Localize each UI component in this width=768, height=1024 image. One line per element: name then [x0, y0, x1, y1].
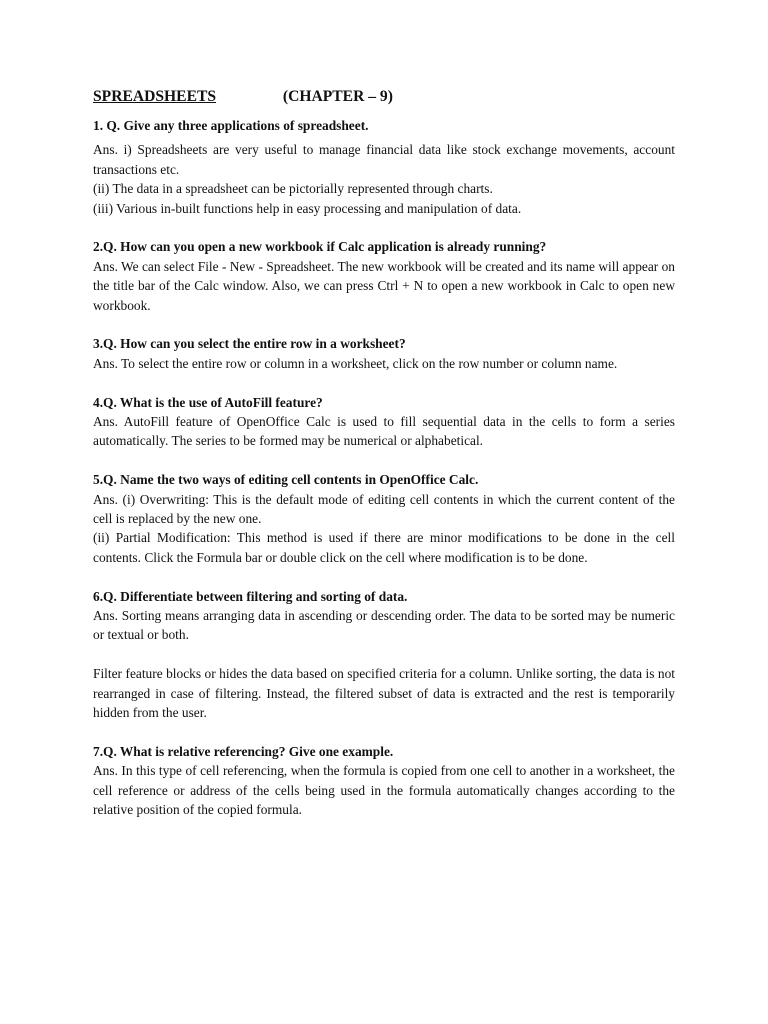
answer-paragraph: Ans. In this type of cell referencing, when the formula is copied from one cell to another in a worksheet, the cell reference or address of the cells being used in the formula automatically changes according to the relative position of the copied formula. [93, 763, 675, 818]
answer-paragraph: Filter feature blocks or hides the data based on specified criteria for a column. Unlike sorting, the data is not rearranged in case of filtering. Instead, the filtered subset of data is extracted and the rest is temporarily hidden from the user. [93, 666, 675, 721]
question-text: 4.Q. What is the use of AutoFill feature? [93, 394, 323, 410]
question-text: 5.Q. Name the two ways of editing cell contents in OpenOffice Calc. [93, 472, 479, 488]
answer-paragraph: Ans. i) Spreadsheets are very useful to manage financial data like stock exchange movements, account transactions etc. [93, 142, 675, 177]
question-text: 7.Q. What is relative referencing? Give one example. [93, 743, 394, 759]
chapter-label: (CHAPTER – 9) [282, 88, 393, 105]
answer-paragraph: (iii) Various in-built functions help in easy processing and manipulation of data. [93, 200, 522, 216]
document-title: SPREADSHEETS [93, 88, 217, 105]
qa-item-5 [93, 470, 675, 567]
document-heading [93, 84, 675, 110]
qa-item-2 [93, 237, 675, 315]
document-page [93, 84, 675, 839]
question-text: 1. Q. Give any three applications of spreadsheet. [93, 118, 369, 133]
answer-paragraph: (ii) The data in a spreadsheet can be pictorially represented through charts. [93, 181, 493, 197]
qa-item-7 [93, 742, 675, 820]
question-text: 6.Q. Differentiate between filtering and sorting of data. [93, 588, 408, 604]
question-text: 2.Q. How can you open a new workbook if Calc application is already running? [93, 239, 547, 255]
qa-item-4 [93, 393, 675, 451]
question-text: 3.Q. How can you select the entire row in a worksheet? [93, 336, 406, 352]
qa-item-1 [93, 116, 675, 218]
answer-paragraph: Ans. (i) Overwriting: This is the default mode of editing cell contents in which the current content of the cell is replaced by the new one. [93, 491, 675, 527]
answer-paragraph: Ans. AutoFill feature of OpenOffice Calc is used to fill sequential data in the cells to form a series automatically. The series to be formed may be numerical or alphabetical. [93, 414, 675, 449]
answer-paragraph: (ii) Partial Modification: This method is used if there are minor modifications to be done in the cell contents. Click the Formula bar or double click on the cell where modification is to be done. [93, 530, 675, 565]
qa-item-6 [93, 587, 675, 723]
answer-paragraph: Ans. We can select File - New - Spreadsheet. The new workbook will be created and its name will appear on the title bar of the Calc window. Also, we can press Ctrl + N to open a new workbook in Calc to open new workbook. [93, 258, 675, 313]
answer-paragraph: Ans. To select the entire row or column in a worksheet, click on the row number or column name. [93, 355, 618, 371]
qa-item-3 [93, 334, 675, 373]
answer-paragraph: Ans. Sorting means arranging data in ascending or descending order. The data to be sorted may be numeric or textual or both. [93, 608, 675, 643]
